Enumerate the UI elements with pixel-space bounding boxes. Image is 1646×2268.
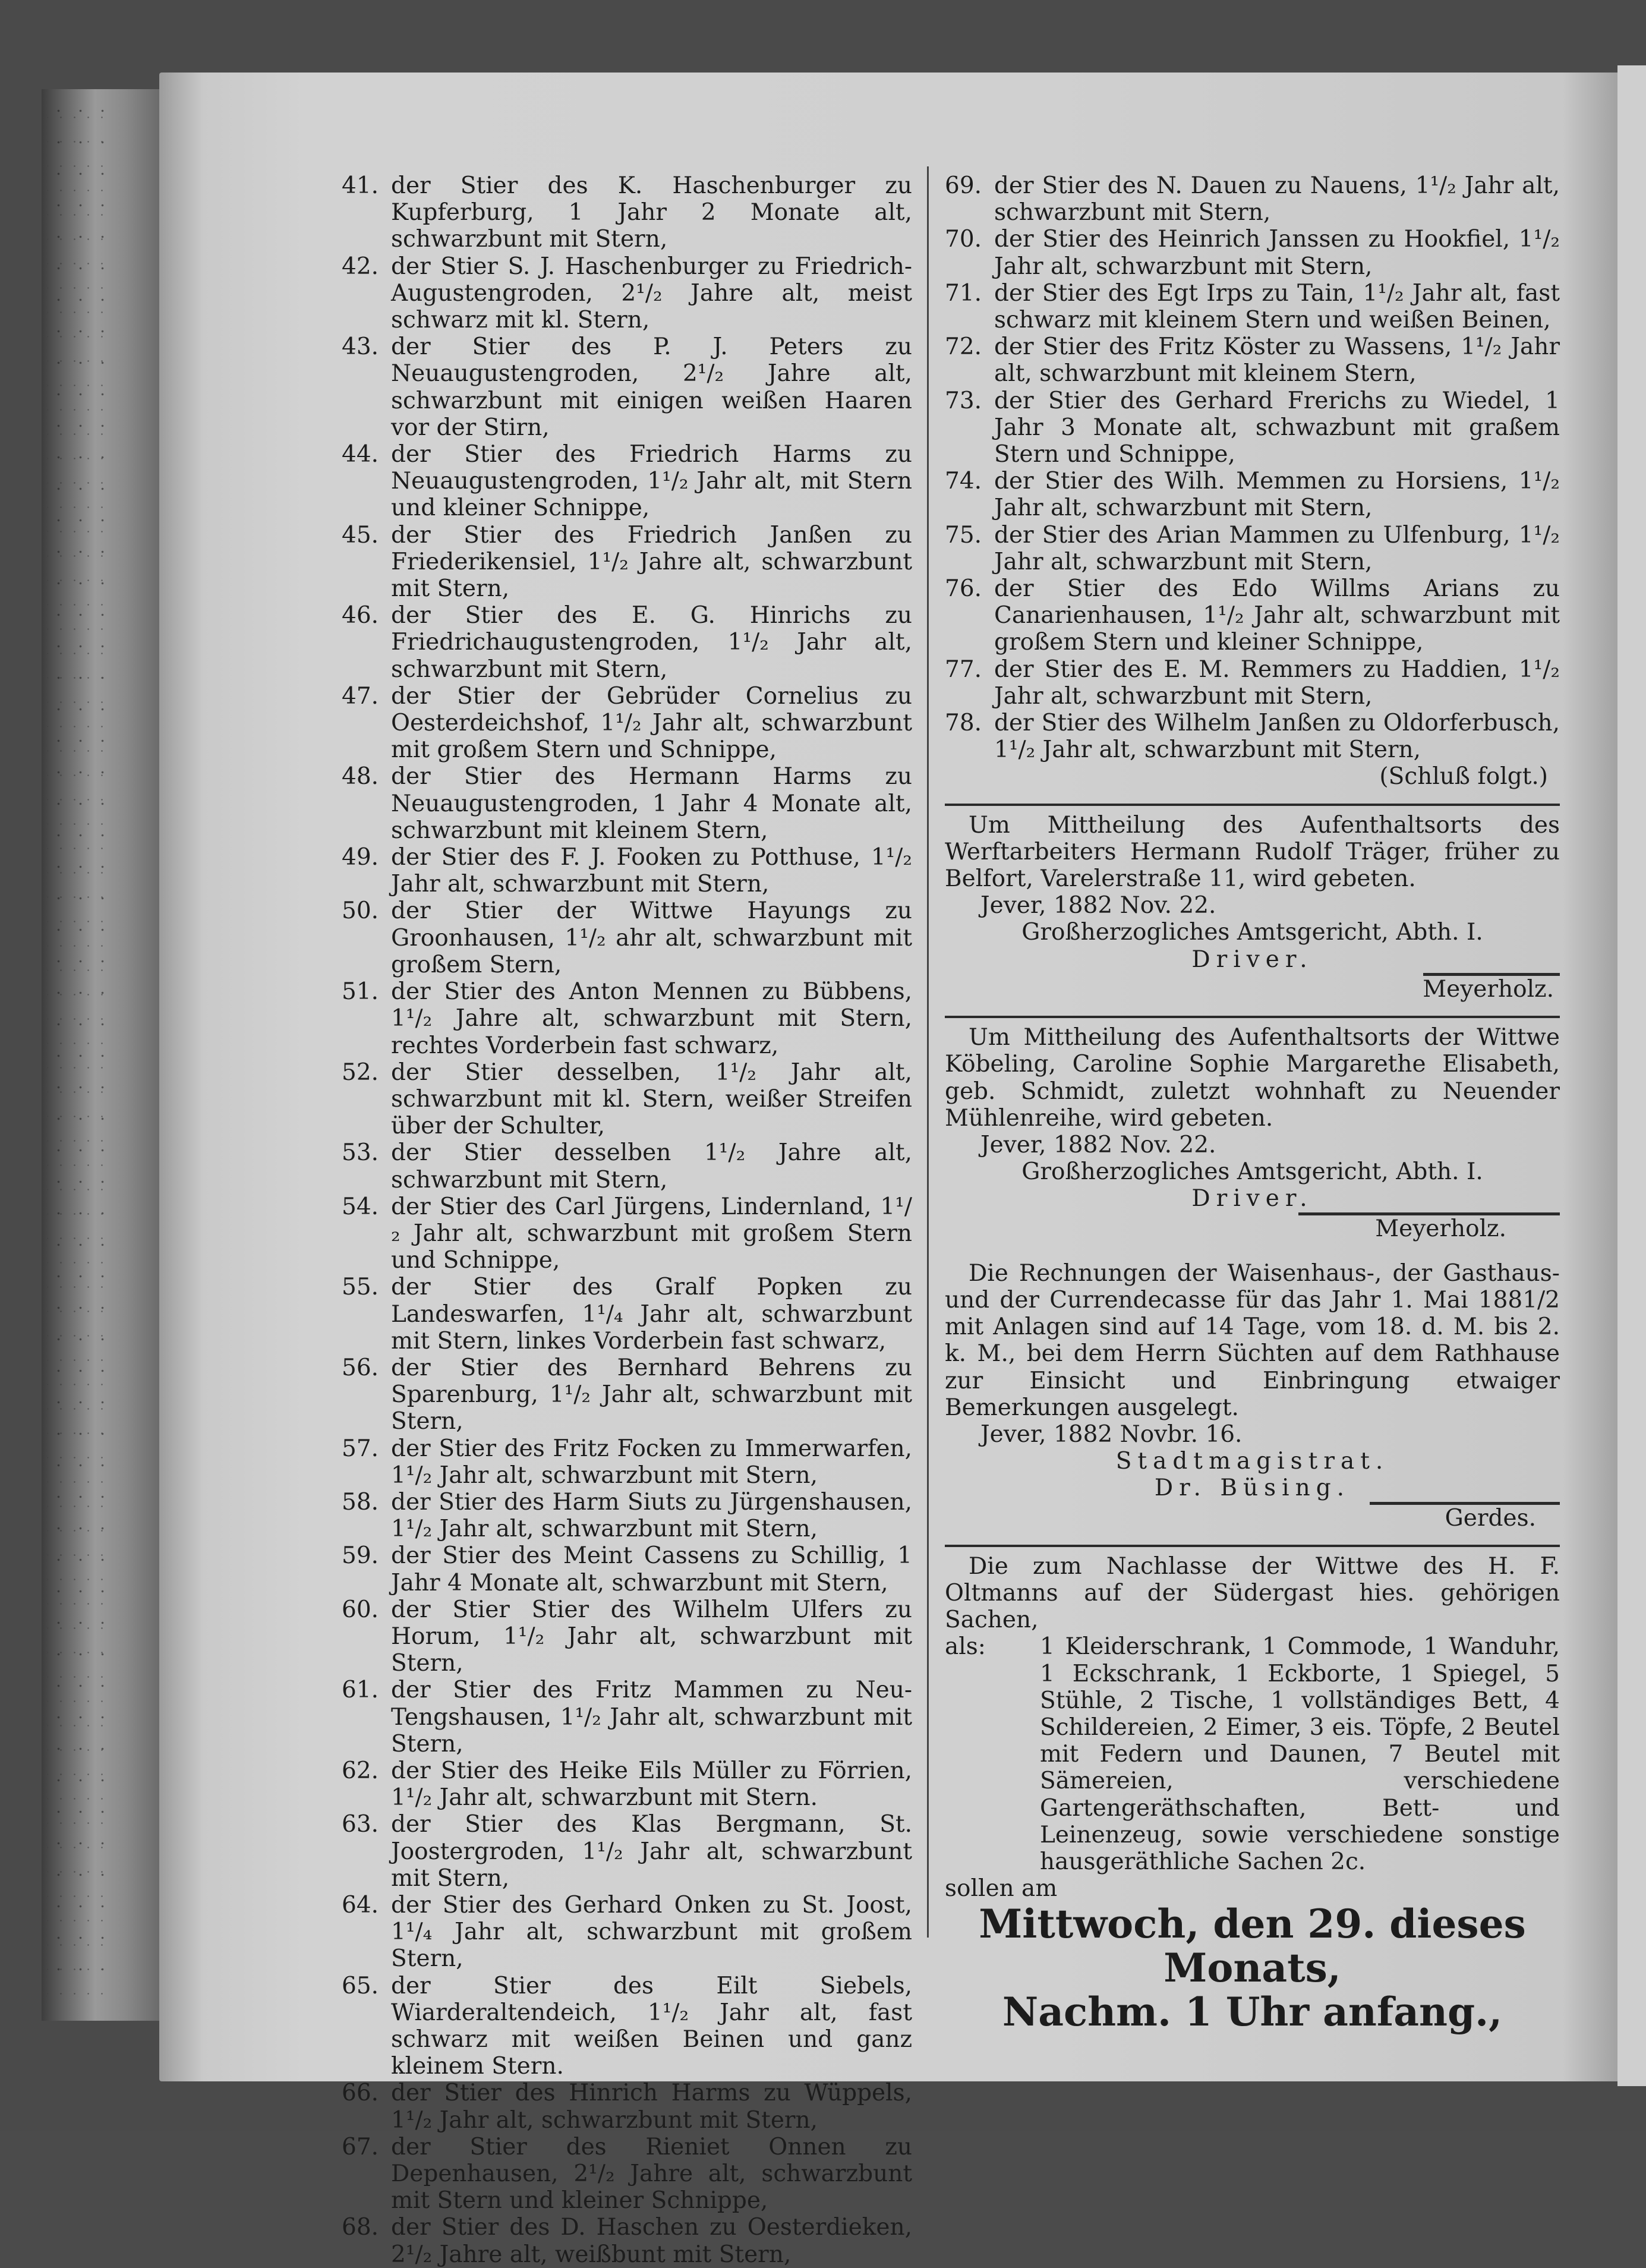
entry-text: der Stier des E. G. Hinrichs zu Friedrichaugustengroden, 1¹/₂ Jahr alt, schwarzbunt mit Stern, (391, 602, 912, 683)
list-item (342, 2214, 912, 2267)
notice-missing-widow (945, 1024, 1560, 1242)
judge-signature: Driver. (1191, 1185, 1313, 1212)
entry-number: 76. (945, 575, 982, 603)
entry-number: 48. (342, 763, 379, 790)
auction-als: als: (945, 1633, 986, 1661)
entry-number: 54. (342, 1193, 379, 1220)
entry-number: 61. (342, 1677, 379, 1704)
notice-accounts (945, 1260, 1560, 1532)
entry-number: 70. (945, 226, 982, 253)
entry-text: der Stier des Anton Mennen zu Bübbens, 1¹/₂ Jahre alt, schwarzbunt mit Stern, rechtes Vorderbein fast schwarz, (391, 978, 912, 1059)
entry-text: der Stier des Carl Jürgens, Lindernland, 1¹/₂ Jahr alt, schwarzbunt mit großem Stern und Schnippe, (391, 1193, 912, 1274)
entry-text: der Stier der Gebrüder Cornelius zu Oesterdeichshof, 1¹/₂ Jahr alt, schwarzbunt mit großem Stern und Schnippe, (391, 682, 912, 764)
entry-text: der Stier des Eilt Siebels, Wiarderaltendeich, 1¹/₂ Jahr alt, fast schwarz mit weißen Beinen und ganz kleinem Stern. (391, 1972, 912, 2080)
list-item (342, 897, 912, 978)
list-item (342, 253, 912, 334)
list-item (342, 1193, 912, 1274)
entry-number: 78. (945, 710, 982, 737)
entry-number: 75. (945, 521, 982, 549)
entry-number: 77. (945, 656, 982, 683)
list-item (945, 280, 1560, 333)
entry-text: der Stier des K. Haschenburger zu Kupferburg, 1 Jahr 2 Monate alt, schwarzbunt mit Stern, (391, 172, 912, 253)
entry-number: 41. (342, 172, 379, 199)
notice-text: Die Rechnungen der Waisenhaus-, der Gasthaus- und der Currendecasse für das Jahr 1. Mai 1881/2 mit Anlagen sind auf 14 Tage, vom 18. d. M. bis 2. k. M., bei dem Herrn Süchten auf dem Rathhause zur Einsicht und Einbringung etwaiger Bemerkungen ausgelegt. (945, 1259, 1560, 1421)
entry-text: der Stier des Klas Bergmann, St. Joostergroden, 1¹/₂ Jahr alt, schwarzbunt mit Stern, (391, 1811, 912, 1892)
auction-items-block (945, 1633, 1560, 1875)
list-item (342, 1596, 912, 1677)
place-date: Jever, 1882 Nov. 22. (980, 1131, 1216, 1158)
entry-text: der Stier des Egt Irps zu Tain, 1¹/₂ Jahr alt, fast schwarz mit kleinem Stern und weißen Beinen, (994, 279, 1560, 334)
entry-text: der Stier der Wittwe Hayungs zu Groonhausen, 1¹/₂ ahr alt, schwarzbunt mit großem Stern, (391, 897, 912, 978)
list-item (342, 2134, 912, 2215)
list-item (342, 1973, 912, 2080)
list-item (945, 522, 1560, 575)
place-date: Jever, 1882 Nov. 22. (980, 892, 1216, 919)
auction-date: Mittwoch, den 29. dieses Monats, (979, 1901, 1526, 1992)
entry-text: der Stier des P. J. Peters zu Neuaugustengroden, 2¹/₂ Jahre alt, schwarzbunt mit einigen weißen Haaren vor der Stirn, (391, 333, 912, 441)
list-item (342, 1274, 912, 1354)
entry-text: der Stier des Hermann Harms zu Neuaugustengroden, 1 Jahr 4 Monate alt, schwarzbunt mit kleinem Stern, (391, 763, 912, 844)
list-item (342, 522, 912, 603)
entry-text: der Stier desselben, 1¹/₂ Jahr alt, schwarzbunt mit kl. Stern, weißer Streifen über der Schulter, (391, 1059, 912, 1140)
entry-number: 59. (342, 1542, 379, 1570)
entry-text: der Stier des Gerhard Frerichs zu Wiedel, 1 Jahr 3 Monate alt, schwazbunt mit graßem Stern und Schnippe, (994, 387, 1560, 468)
entry-number: 56. (342, 1354, 379, 1381)
entry-number: 47. (342, 682, 379, 710)
facing-page-edge (1617, 65, 1646, 2086)
entry-text: der Stier des Fritz Köster zu Wassens, 1¹/₂ Jahr alt, schwarzbunt mit kleinem Stern, (994, 333, 1560, 388)
list-item (342, 978, 912, 1059)
notice-missing-worker (945, 812, 1560, 1003)
notice-text: Um Mittheilung des Aufenthaltsorts des Werftarbeiters Hermann Rudolf Träger, früher zu Belfort, Varelerstraße 11, wird gebeten. (945, 811, 1560, 893)
auction-intro: Die zum Nachlasse der Wittwe des H. F. Oltmanns auf der Südergast hies. gehörigen Sachen, (945, 1552, 1560, 1634)
list-item (342, 602, 912, 683)
left-column (342, 172, 912, 2268)
right-column (945, 172, 1560, 2034)
entry-number: 42. (342, 253, 379, 280)
entry-number: 51. (342, 978, 379, 1006)
list-item (945, 226, 1560, 279)
entry-number: 62. (342, 1757, 379, 1784)
entry-text: der Stier des Heike Eils Müller zu Förrien, 1¹/₂ Jahr alt, schwarzbunt mit Stern. (391, 1757, 912, 1812)
entry-number: 64. (342, 1892, 379, 1919)
list-item (342, 1354, 912, 1435)
list-item (342, 2080, 912, 2133)
entry-number: 53. (342, 1139, 379, 1167)
list-item (342, 333, 912, 441)
entry-number: 73. (945, 387, 982, 414)
list-item (342, 1489, 912, 1542)
entry-text: der Stier des Edo Willms Arians zu Canarienhausen, 1¹/₂ Jahr alt, schwarzbunt mit großem Stern und kleiner Schnippe, (994, 575, 1560, 656)
continued-note: (Schluß folgt.) (1379, 763, 1548, 790)
entry-number: 74. (945, 468, 982, 495)
list-item (945, 333, 1560, 387)
entry-number: 60. (342, 1596, 379, 1623)
entry-text: der Stier des Heinrich Janssen zu Hookfiel, 1¹/₂ Jahr alt, schwarzbunt mit Stern, (994, 226, 1560, 280)
list-item (342, 683, 912, 764)
entry-text: der Stier des Meint Cassens zu Schillig, 1 Jahr 4 Monate alt, schwarzbunt mit Stern, (391, 1542, 912, 1596)
entry-text: der Stier desselben 1¹/₂ Jahre alt, schwarzbunt mit Stern, (391, 1139, 912, 1193)
list-item (342, 1139, 912, 1193)
entry-number: 50. (342, 897, 379, 925)
list-item (342, 1757, 912, 1811)
judge-signature: Driver. (1191, 946, 1313, 973)
list-item (342, 844, 912, 897)
list-item (342, 763, 912, 844)
entry-number: 49. (342, 844, 379, 871)
list-item (945, 710, 1560, 763)
auction-items: 1 Kleiderschrank, 1 Commode, 1 Wanduhr, 1 Eckschrank, 1 Eckborte, 1 Spiegel, 5 Stühle, 2 Tische, 1 vollständiges Bett, 4 Schildereien, 2 Eimer, 3 eis. Töpfe, 2 Beutel mit Federn und Daunen, 7 Beutel mit Sämereien, verschiedene Gartengeräthschaften, Bett- und Leinenzeug, sowie verschiedene sonstige hausgeräthliche Sachen 2c. (1040, 1633, 1560, 1875)
entry-text: der Stier S. J. Haschenburger zu Friedrich-Augustengroden, 2¹/₂ Jahre alt, meist schwarz mit kl. Stern, (391, 253, 912, 334)
notice-divider (945, 804, 1560, 806)
entry-number: 68. (342, 2214, 379, 2241)
entry-number: 71. (945, 279, 982, 307)
clerk-signature: Meyerholz. (1423, 975, 1554, 1003)
entry-text: der Stier des Wilhelm Janßen zu Oldorferbusch, 1¹/₂ Jahr alt, schwarzbunt mit Stern, (994, 710, 1560, 764)
entry-text: der Stier des Friedrich Janßen zu Friederikensiel, 1¹/₂ Jahre alt, schwarzbunt mit Stern, (391, 521, 912, 603)
auction-sollen: sollen am (945, 1875, 1058, 1902)
column-divider (927, 166, 929, 1938)
entry-text: der Stier des Fritz Focken zu Immerwarfen, 1¹/₂ Jahr alt, schwarzbunt mit Stern, (391, 1435, 912, 1489)
entry-text: der Stier des Gerhard Onken zu St. Joost, 1¹/₄ Jahr alt, schwarzbunt mit großem Stern, (391, 1892, 912, 1973)
entry-text: der Stier des Harm Siuts zu Jürgenshausen, 1¹/₂ Jahr alt, schwarzbunt mit Stern, (391, 1488, 912, 1543)
list-item (342, 1811, 912, 1892)
entry-text: der Stier Stier des Wilhelm Ulfers zu Horum, 1¹/₂ Jahr alt, schwarzbunt mit Stern, (391, 1596, 912, 1677)
list-item (342, 1435, 912, 1489)
entry-number: 52. (342, 1059, 379, 1086)
notice-auction (945, 1553, 1560, 2034)
place-date: Jever, 1882 Novbr. 16. (980, 1420, 1243, 1448)
list-item (945, 575, 1560, 656)
clerk-signature: Gerdes. (1445, 1504, 1536, 1532)
entry-text: der Stier des E. M. Remmers zu Haddien, 1¹/₂ Jahr alt, schwarzbunt mit Stern, (994, 656, 1560, 710)
list-item (342, 1677, 912, 1757)
court-name: Großherzogliches Amtsgericht, Abth. I. (1021, 1158, 1483, 1186)
court-name: Großherzogliches Amtsgericht, Abth. I. (1021, 919, 1483, 946)
list-item (945, 656, 1560, 710)
list-item (342, 172, 912, 253)
notice-divider (945, 1016, 1560, 1018)
entry-text: der Stier des Friedrich Harms zu Neuaugustengroden, 1¹/₂ Jahr alt, mit Stern und kleiner Schnippe, (391, 441, 912, 522)
entry-number: 72. (945, 333, 982, 361)
entry-text: der Stier des Arian Mammen zu Ulfenburg, 1¹/₂ Jahr alt, schwarzbunt mit Stern, (994, 521, 1560, 575)
entry-text: der Stier des Gralf Popken zu Landeswarfen, 1¹/₄ Jahr alt, schwarzbunt mit Stern, linkes Vorderbein fast schwarz, (391, 1274, 912, 1354)
entry-number: 44. (342, 441, 379, 468)
auction-time: Nachm. 1 Uhr anfang., (1002, 1989, 1503, 2036)
authority-name: Stadtmagistrat. (1115, 1448, 1389, 1475)
entry-number: 63. (342, 1811, 379, 1838)
list-item (342, 1542, 912, 1596)
entry-text: der Stier des D. Haschen zu Oesterdieken, 2¹/₂ Jahre alt, weißbunt mit Stern, (391, 2214, 912, 2268)
entry-number: 58. (342, 1488, 379, 1516)
notice-divider (945, 1545, 1560, 1547)
list-item (945, 388, 1560, 468)
list-item (342, 441, 912, 522)
list-item (342, 1059, 912, 1140)
entry-number: 57. (342, 1435, 379, 1462)
entry-number: 69. (945, 172, 982, 199)
right-entries-list (945, 172, 1560, 763)
clerk-signature: Meyerholz. (1375, 1215, 1506, 1242)
entry-text: der Stier des Fritz Mammen zu Neu-Tengshausen, 1¹/₂ Jahr alt, schwarzbunt mit Stern, (391, 1677, 912, 1757)
entry-number: 66. (342, 2080, 379, 2107)
list-item (945, 172, 1560, 226)
entry-number: 65. (342, 1972, 379, 1999)
entry-text: der Stier des Wilh. Memmen zu Horsiens, 1¹/₂ Jahr alt, schwarzbunt mit Stern, (994, 468, 1560, 522)
entry-number: 46. (342, 602, 379, 629)
entry-text: der Stier des Rieniet Onnen zu Depenhausen, 2¹/₂ Jahre alt, schwarzbunt mit Stern und kleiner Schnippe, (391, 2133, 912, 2215)
list-item (342, 1892, 912, 1973)
entry-text: der Stier des N. Dauen zu Nauens, 1¹/₂ Jahr alt, schwarzbunt mit Stern, (994, 172, 1560, 226)
notice-text: Um Mittheilung des Aufenthaltsorts der Wittwe Köbeling, Caroline Sophie Margarethe Elisabeth, geb. Schmidt, zuletzt wohnhaft zu Neuender Mühlenreihe, wird gebeten. (945, 1024, 1560, 1132)
entry-number: 45. (342, 521, 379, 549)
list-item (945, 468, 1560, 521)
entry-number: 55. (342, 1274, 379, 1301)
entry-text: der Stier des Hinrich Harms zu Wüppels, 1¹/₂ Jahr alt, schwarzbunt mit Stern, (391, 2080, 912, 2134)
signer-name: Dr. Büsing. (1154, 1475, 1351, 1502)
entry-number: 67. (342, 2133, 379, 2160)
entry-text: der Stier des Bernhard Behrens zu Sparenburg, 1¹/₂ Jahr alt, schwarzbunt mit Stern, (391, 1354, 912, 1435)
entry-number: 43. (342, 333, 379, 361)
book-cover-speckle (48, 95, 113, 1997)
entry-text: der Stier des F. J. Fooken zu Potthuse, 1¹/₂ Jahr alt, schwarzbunt mit Stern, (391, 844, 912, 898)
